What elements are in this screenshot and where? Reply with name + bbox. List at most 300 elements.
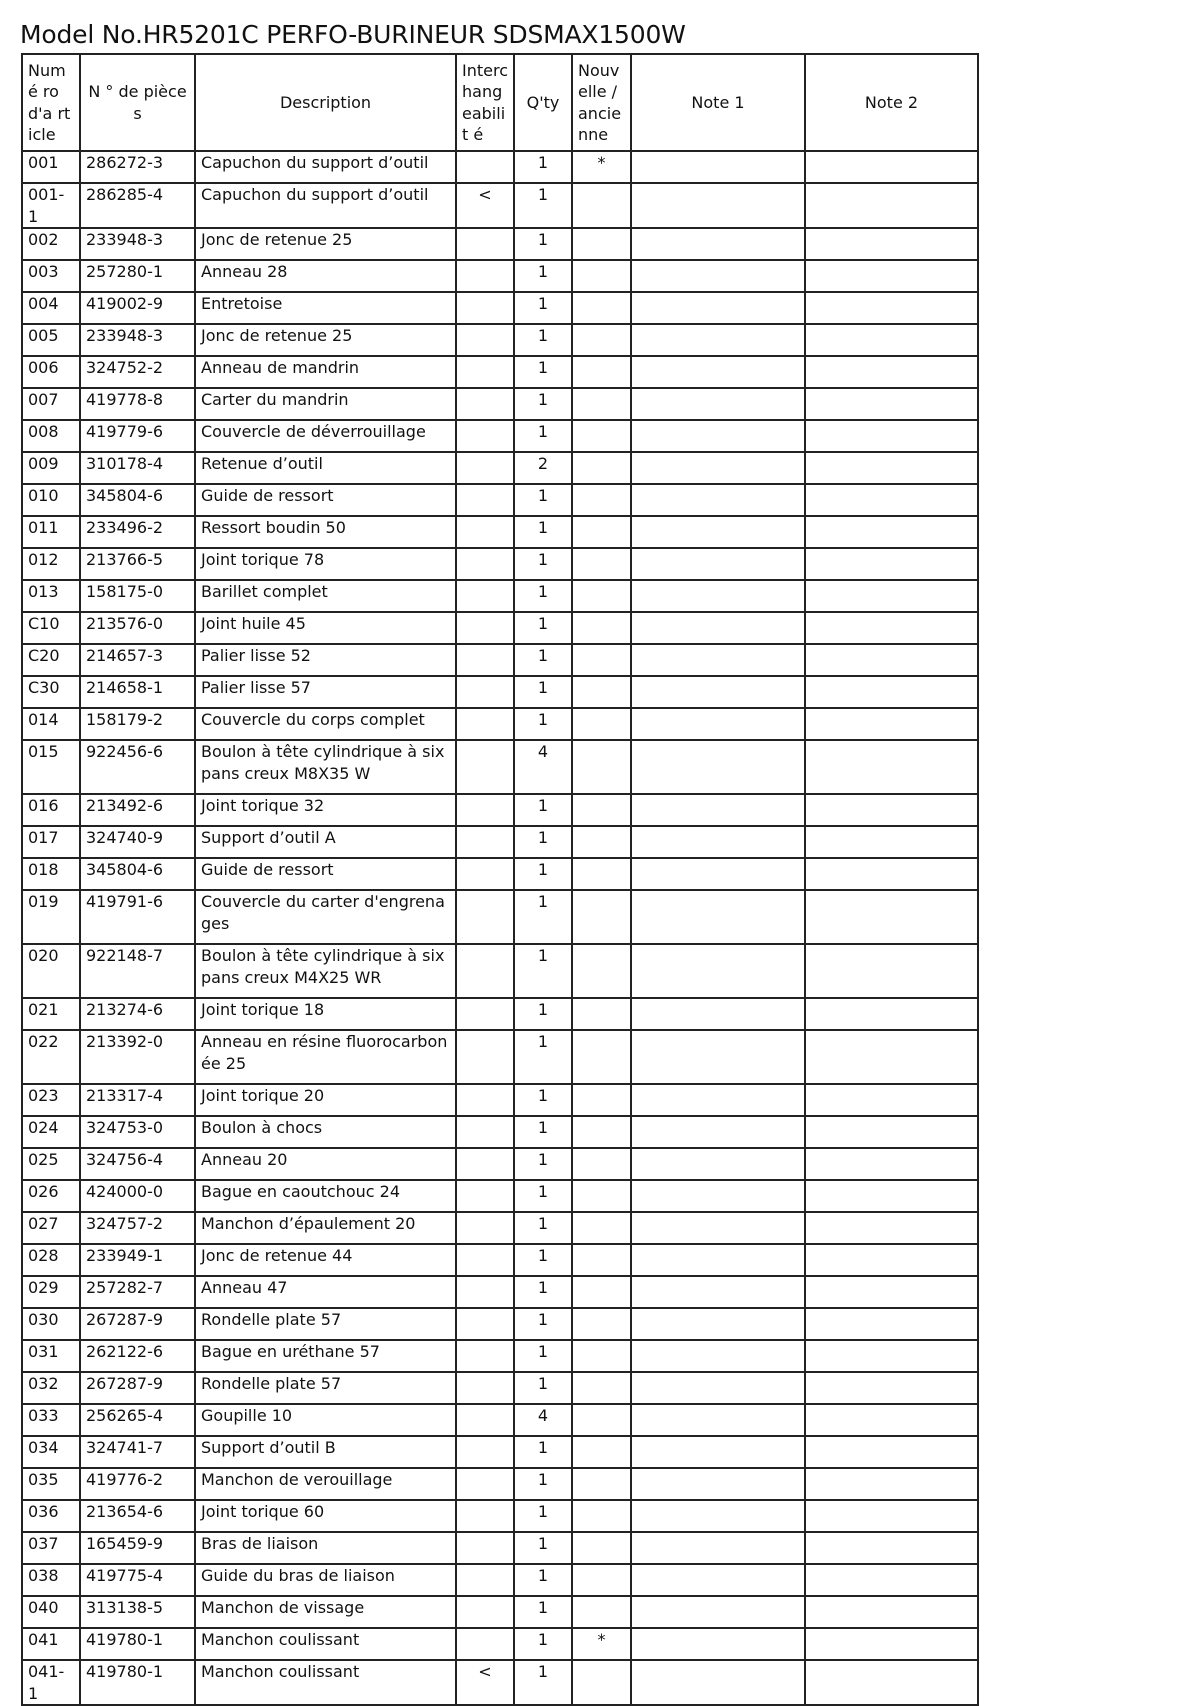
cell-description: Manchon coulissant [195, 1628, 456, 1660]
cell-item-number: 038 [22, 1564, 80, 1596]
cell-description: Boulon à tête cylindrique à six pans creux M8X35 W [195, 740, 456, 794]
cell-description: Capuchon du support d’outil [195, 183, 456, 228]
cell-note-1 [631, 1276, 805, 1308]
table-row [22, 1436, 978, 1468]
cell-interchangeability [456, 1468, 514, 1500]
cell-note-2 [805, 516, 978, 548]
cell-item-number: 040 [22, 1596, 80, 1628]
cell-new-old [572, 1340, 631, 1372]
cell-note-2 [805, 580, 978, 612]
cell-interchangeability: < [456, 183, 514, 228]
cell-quantity: 4 [514, 740, 572, 794]
cell-quantity: 1 [514, 1030, 572, 1084]
cell-note-2 [805, 794, 978, 826]
table-row [22, 1372, 978, 1404]
table-row [22, 644, 978, 676]
header-note-2: Note 2 [805, 54, 978, 151]
cell-quantity: 1 [514, 1244, 572, 1276]
cell-note-1 [631, 1436, 805, 1468]
cell-item-number: 036 [22, 1500, 80, 1532]
cell-note-2 [805, 1244, 978, 1276]
cell-note-2 [805, 708, 978, 740]
cell-note-2 [805, 1212, 978, 1244]
cell-interchangeability [456, 708, 514, 740]
cell-quantity: 1 [514, 356, 572, 388]
cell-note-1 [631, 1212, 805, 1244]
cell-new-old [572, 1468, 631, 1500]
cell-note-2 [805, 1308, 978, 1340]
cell-item-number: C20 [22, 644, 80, 676]
cell-part-number: 213576-0 [80, 612, 195, 644]
cell-new-old [572, 1596, 631, 1628]
table-row [22, 1468, 978, 1500]
cell-item-number: 019 [22, 890, 80, 944]
cell-description: Manchon d’épaulement 20 [195, 1212, 456, 1244]
table-row [22, 1404, 978, 1436]
cell-description: Anneau 20 [195, 1148, 456, 1180]
cell-interchangeability [456, 292, 514, 324]
cell-interchangeability [456, 228, 514, 260]
table-row [22, 794, 978, 826]
cell-new-old [572, 890, 631, 944]
parts-table [21, 53, 979, 1706]
cell-note-1 [631, 228, 805, 260]
cell-quantity: 1 [514, 516, 572, 548]
cell-note-1 [631, 890, 805, 944]
cell-description: Rondelle plate 57 [195, 1372, 456, 1404]
cell-quantity: 1 [514, 388, 572, 420]
cell-note-1 [631, 1244, 805, 1276]
cell-new-old: * [572, 1628, 631, 1660]
cell-note-2 [805, 228, 978, 260]
cell-part-number: 324753-0 [80, 1116, 195, 1148]
cell-interchangeability [456, 324, 514, 356]
cell-item-number: C10 [22, 612, 80, 644]
cell-note-1 [631, 826, 805, 858]
cell-new-old [572, 1564, 631, 1596]
cell-note-2 [805, 1276, 978, 1308]
cell-interchangeability [456, 260, 514, 292]
cell-new-old [572, 740, 631, 794]
table-row [22, 1276, 978, 1308]
cell-interchangeability [456, 388, 514, 420]
cell-note-2 [805, 1628, 978, 1660]
cell-description: Guide de ressort [195, 484, 456, 516]
cell-part-number: 419778-8 [80, 388, 195, 420]
cell-new-old [572, 183, 631, 228]
cell-note-1 [631, 388, 805, 420]
cell-new-old [572, 858, 631, 890]
cell-item-number: 035 [22, 1468, 80, 1500]
cell-item-number: 007 [22, 388, 80, 420]
cell-part-number: 286285-4 [80, 183, 195, 228]
cell-item-number: 033 [22, 1404, 80, 1436]
cell-item-number: 010 [22, 484, 80, 516]
cell-note-1 [631, 356, 805, 388]
table-row [22, 612, 978, 644]
cell-description: Palier lisse 57 [195, 676, 456, 708]
cell-part-number: 213317-4 [80, 1084, 195, 1116]
cell-part-number: 419002-9 [80, 292, 195, 324]
cell-part-number: 213274-6 [80, 998, 195, 1030]
cell-quantity: 1 [514, 580, 572, 612]
cell-quantity: 1 [514, 612, 572, 644]
cell-new-old [572, 708, 631, 740]
cell-note-1 [631, 676, 805, 708]
cell-note-2 [805, 1372, 978, 1404]
cell-note-2 [805, 388, 978, 420]
cell-new-old [572, 1030, 631, 1084]
cell-note-1 [631, 998, 805, 1030]
cell-note-1 [631, 484, 805, 516]
cell-new-old [572, 1084, 631, 1116]
cell-new-old [572, 260, 631, 292]
cell-new-old [572, 1244, 631, 1276]
cell-note-1 [631, 1500, 805, 1532]
cell-interchangeability [456, 998, 514, 1030]
cell-part-number: 214658-1 [80, 676, 195, 708]
table-row [22, 452, 978, 484]
cell-part-number: 213654-6 [80, 1500, 195, 1532]
cell-description: Bague en uréthane 57 [195, 1340, 456, 1372]
cell-item-number: 032 [22, 1372, 80, 1404]
table-row [22, 858, 978, 890]
cell-description: Joint torique 20 [195, 1084, 456, 1116]
cell-quantity: 1 [514, 228, 572, 260]
cell-quantity: 1 [514, 794, 572, 826]
cell-quantity: 1 [514, 1628, 572, 1660]
table-row [22, 1212, 978, 1244]
cell-note-2 [805, 1084, 978, 1116]
cell-part-number: 424000-0 [80, 1180, 195, 1212]
cell-item-number: 017 [22, 826, 80, 858]
cell-description: Anneau 47 [195, 1276, 456, 1308]
cell-quantity: 1 [514, 484, 572, 516]
cell-quantity: 1 [514, 548, 572, 580]
cell-new-old [572, 1404, 631, 1436]
cell-description: Goupille 10 [195, 1404, 456, 1436]
cell-interchangeability [456, 1404, 514, 1436]
cell-description: Joint torique 18 [195, 998, 456, 1030]
cell-quantity: 1 [514, 1148, 572, 1180]
cell-interchangeability [456, 1212, 514, 1244]
cell-quantity: 1 [514, 1532, 572, 1564]
cell-quantity: 1 [514, 1084, 572, 1116]
cell-interchangeability [456, 1372, 514, 1404]
cell-item-number: 006 [22, 356, 80, 388]
cell-quantity: 1 [514, 1660, 572, 1705]
cell-part-number: 262122-6 [80, 1340, 195, 1372]
cell-quantity: 1 [514, 1596, 572, 1628]
table-row [22, 183, 978, 228]
table-row [22, 1532, 978, 1564]
cell-description: Jonc de retenue 44 [195, 1244, 456, 1276]
cell-new-old [572, 794, 631, 826]
cell-new-old [572, 548, 631, 580]
cell-description: Support d’outil B [195, 1436, 456, 1468]
cell-interchangeability [456, 1116, 514, 1148]
header-note-1: Note 1 [631, 54, 805, 151]
cell-new-old [572, 1500, 631, 1532]
cell-description: Jonc de retenue 25 [195, 324, 456, 356]
cell-description: Anneau 28 [195, 260, 456, 292]
cell-note-1 [631, 1148, 805, 1180]
cell-interchangeability [456, 1148, 514, 1180]
table-row [22, 1340, 978, 1372]
table-row [22, 1116, 978, 1148]
cell-description: Capuchon du support d’outil [195, 151, 456, 183]
cell-interchangeability [456, 516, 514, 548]
cell-note-2 [805, 676, 978, 708]
cell-new-old [572, 388, 631, 420]
table-row [22, 1084, 978, 1116]
cell-part-number: 324757-2 [80, 1212, 195, 1244]
cell-note-2 [805, 260, 978, 292]
cell-item-number: 016 [22, 794, 80, 826]
cell-item-number: 009 [22, 452, 80, 484]
cell-quantity: 4 [514, 1404, 572, 1436]
cell-item-number: 014 [22, 708, 80, 740]
cell-quantity: 1 [514, 260, 572, 292]
cell-new-old [572, 420, 631, 452]
cell-part-number: 419779-6 [80, 420, 195, 452]
cell-part-number: 419775-4 [80, 1564, 195, 1596]
cell-description: Bague en caoutchouc 24 [195, 1180, 456, 1212]
cell-note-2 [805, 1340, 978, 1372]
cell-quantity: 1 [514, 1180, 572, 1212]
cell-part-number: 233949-1 [80, 1244, 195, 1276]
cell-interchangeability [456, 1436, 514, 1468]
cell-note-1 [631, 324, 805, 356]
cell-interchangeability [456, 944, 514, 998]
cell-interchangeability [456, 151, 514, 183]
cell-note-1 [631, 260, 805, 292]
cell-new-old [572, 944, 631, 998]
cell-interchangeability [456, 356, 514, 388]
cell-part-number: 324756-4 [80, 1148, 195, 1180]
cell-note-2 [805, 1500, 978, 1532]
table-row [22, 1180, 978, 1212]
cell-interchangeability: < [456, 1660, 514, 1705]
header-description: Description [195, 54, 456, 151]
cell-item-number: 037 [22, 1532, 80, 1564]
cell-item-number: 027 [22, 1212, 80, 1244]
cell-item-number: 013 [22, 580, 80, 612]
cell-part-number: 922148-7 [80, 944, 195, 998]
cell-item-number: 041-1 [22, 1660, 80, 1705]
cell-note-2 [805, 644, 978, 676]
cell-item-number: 021 [22, 998, 80, 1030]
cell-description: Manchon de verouillage [195, 1468, 456, 1500]
cell-part-number: 233496-2 [80, 516, 195, 548]
cell-note-1 [631, 1308, 805, 1340]
cell-part-number: 214657-3 [80, 644, 195, 676]
cell-quantity: 1 [514, 1468, 572, 1500]
cell-note-1 [631, 1372, 805, 1404]
cell-note-2 [805, 484, 978, 516]
cell-description: Anneau de mandrin [195, 356, 456, 388]
cell-note-1 [631, 1596, 805, 1628]
cell-description: Boulon à tête cylindrique à six pans creux M4X25 WR [195, 944, 456, 998]
table-row [22, 890, 978, 944]
cell-description: Carter du mandrin [195, 388, 456, 420]
cell-interchangeability [456, 1180, 514, 1212]
cell-new-old [572, 516, 631, 548]
cell-new-old [572, 676, 631, 708]
cell-new-old [572, 580, 631, 612]
cell-interchangeability [456, 890, 514, 944]
cell-interchangeability [456, 676, 514, 708]
cell-interchangeability [456, 1084, 514, 1116]
table-row [22, 676, 978, 708]
cell-note-2 [805, 452, 978, 484]
cell-item-number: 004 [22, 292, 80, 324]
cell-part-number: 419780-1 [80, 1660, 195, 1705]
cell-description: Guide du bras de liaison [195, 1564, 456, 1596]
cell-item-number: 022 [22, 1030, 80, 1084]
cell-interchangeability [456, 548, 514, 580]
cell-description: Anneau en résine fluorocarbonée 25 [195, 1030, 456, 1084]
cell-new-old [572, 356, 631, 388]
cell-part-number: 324741-7 [80, 1436, 195, 1468]
cell-interchangeability [456, 644, 514, 676]
cell-new-old [572, 1308, 631, 1340]
table-row [22, 998, 978, 1030]
cell-quantity: 1 [514, 1116, 572, 1148]
cell-note-2 [805, 858, 978, 890]
cell-interchangeability [456, 1596, 514, 1628]
cell-quantity: 1 [514, 944, 572, 998]
cell-description: Bras de liaison [195, 1532, 456, 1564]
cell-new-old [572, 612, 631, 644]
cell-description: Boulon à chocs [195, 1116, 456, 1148]
table-row [22, 740, 978, 794]
cell-interchangeability [456, 1308, 514, 1340]
cell-item-number: 023 [22, 1084, 80, 1116]
cell-quantity: 1 [514, 890, 572, 944]
cell-item-number: 005 [22, 324, 80, 356]
cell-interchangeability [456, 580, 514, 612]
cell-note-2 [805, 292, 978, 324]
table-row [22, 1244, 978, 1276]
cell-description: Couvercle de déverrouillage [195, 420, 456, 452]
cell-quantity: 1 [514, 858, 572, 890]
table-row [22, 826, 978, 858]
cell-part-number: 257282-7 [80, 1276, 195, 1308]
cell-item-number: 001-1 [22, 183, 80, 228]
header-item-number: Numé ro d'a rticle [22, 54, 80, 151]
table-header-row [22, 54, 978, 151]
cell-item-number: 028 [22, 1244, 80, 1276]
cell-part-number: 324740-9 [80, 826, 195, 858]
cell-note-2 [805, 826, 978, 858]
cell-item-number: 030 [22, 1308, 80, 1340]
cell-quantity: 1 [514, 1276, 572, 1308]
cell-note-1 [631, 420, 805, 452]
cell-interchangeability [456, 420, 514, 452]
cell-note-2 [805, 1116, 978, 1148]
cell-interchangeability [456, 794, 514, 826]
table-row [22, 516, 978, 548]
cell-quantity: 1 [514, 708, 572, 740]
cell-item-number: 001 [22, 151, 80, 183]
table-row [22, 1628, 978, 1660]
table-row [22, 484, 978, 516]
cell-new-old [572, 1372, 631, 1404]
cell-note-1 [631, 1404, 805, 1436]
cell-part-number: 158179-2 [80, 708, 195, 740]
cell-new-old [572, 644, 631, 676]
page-title: Model No.HR5201C PERFO-BURINEUR SDSMAX1500W [20, 20, 686, 49]
cell-part-number: 257280-1 [80, 260, 195, 292]
cell-new-old: * [572, 151, 631, 183]
table-row [22, 548, 978, 580]
cell-note-1 [631, 794, 805, 826]
cell-interchangeability [456, 484, 514, 516]
cell-item-number: 020 [22, 944, 80, 998]
cell-note-2 [805, 1468, 978, 1500]
cell-note-2 [805, 1532, 978, 1564]
cell-part-number: 419776-2 [80, 1468, 195, 1500]
cell-interchangeability [456, 858, 514, 890]
table-row [22, 1564, 978, 1596]
cell-part-number: 345804-6 [80, 484, 195, 516]
cell-part-number: 233948-3 [80, 228, 195, 260]
cell-description: Support d’outil A [195, 826, 456, 858]
cell-note-2 [805, 1148, 978, 1180]
cell-new-old [572, 484, 631, 516]
cell-part-number: 922456-6 [80, 740, 195, 794]
cell-note-2 [805, 740, 978, 794]
cell-part-number: 213492-6 [80, 794, 195, 826]
cell-description: Manchon coulissant [195, 1660, 456, 1705]
table-row [22, 1148, 978, 1180]
cell-interchangeability [456, 1340, 514, 1372]
table-body [22, 151, 978, 1705]
cell-description: Palier lisse 52 [195, 644, 456, 676]
cell-new-old [572, 452, 631, 484]
cell-part-number: 213766-5 [80, 548, 195, 580]
cell-quantity: 1 [514, 1564, 572, 1596]
cell-item-number: 034 [22, 1436, 80, 1468]
cell-quantity: 1 [514, 324, 572, 356]
cell-note-2 [805, 324, 978, 356]
cell-description: Entretoise [195, 292, 456, 324]
cell-quantity: 1 [514, 1212, 572, 1244]
cell-part-number: 313138-5 [80, 1596, 195, 1628]
cell-item-number: 002 [22, 228, 80, 260]
cell-part-number: 256265-4 [80, 1404, 195, 1436]
cell-note-2 [805, 183, 978, 228]
cell-item-number: 024 [22, 1116, 80, 1148]
cell-description: Retenue d’outil [195, 452, 456, 484]
table-row [22, 1308, 978, 1340]
cell-interchangeability [456, 1276, 514, 1308]
cell-quantity: 1 [514, 1500, 572, 1532]
cell-description: Joint torique 78 [195, 548, 456, 580]
cell-new-old [572, 826, 631, 858]
cell-new-old [572, 1436, 631, 1468]
cell-description: Ressort boudin 50 [195, 516, 456, 548]
table-row [22, 151, 978, 183]
cell-description: Rondelle plate 57 [195, 1308, 456, 1340]
cell-note-1 [631, 183, 805, 228]
cell-item-number: 008 [22, 420, 80, 452]
cell-item-number: 041 [22, 1628, 80, 1660]
cell-note-1 [631, 1532, 805, 1564]
cell-note-2 [805, 1564, 978, 1596]
cell-part-number: 419780-1 [80, 1628, 195, 1660]
